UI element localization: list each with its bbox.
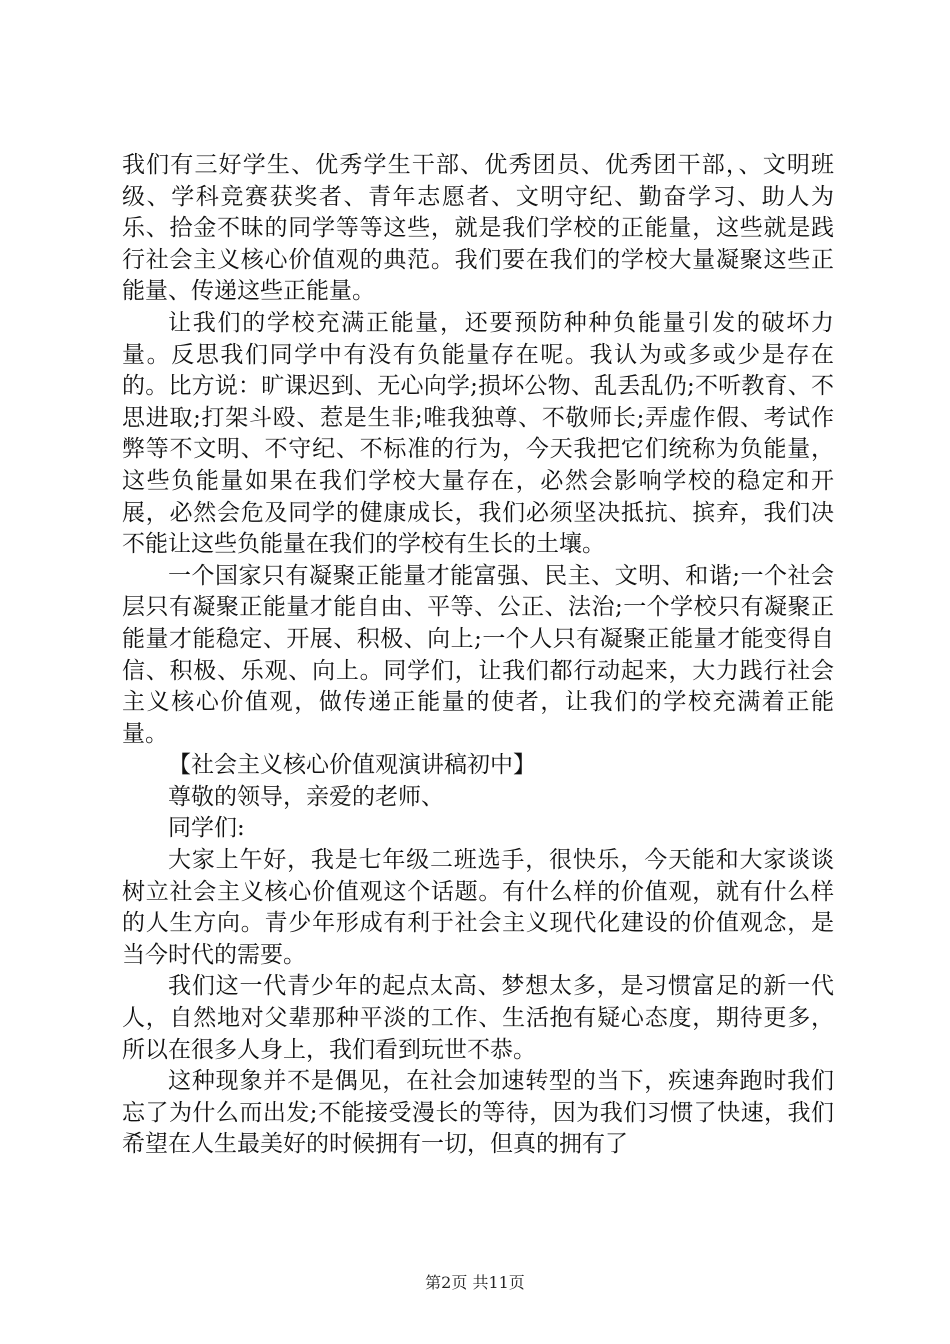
paragraph-4: 大家上午好，我是七年级二班选手，很快乐，今天能和大家谈谈树立社会主义核心价值观这个话题。有什么样的价值观，就有什么样的人生方向。青少年形成有利于社会主义现代化建设的价值观念，是当今时代的需要。 <box>122 847 834 968</box>
salutation-line-2: 同学们: <box>168 815 245 842</box>
paragraph-6: 这种现象并不是偶见，在社会加速转型的当下，疾速奔跑时我们忘了为什么而出发;不能接受漫长的等待，因为我们习惯了快速，我们希望在人生最美好的时候拥有一切，但真的拥有了 <box>122 1068 834 1158</box>
paragraph-5: 我们这一代青少年的起点太高、梦想太多，是习惯富足的新一代人，自然地对父辈那种平淡的工作、生活抱有疑心态度，期待更多，所以在很多人身上，我们看到玩世不恭。 <box>122 973 834 1063</box>
paragraph-2: 让我们的学校充满正能量，还要预防种种负能量引发的破坏力量。反思我们同学中有没有负能量存在呢。我认为或多或少是存在的。比方说：旷课迟到、无心向学;损坏公物、乱丢乱仍;不听教育、不思进取;打架斗殴、惹是生非;唯我独尊、不敬师长;弄虚作假、考试作弊等不文明、不守纪、不标准的行为，今天我把它们统称为负能量，这些负能量如果在我们学校大量存在，必然会影响学校的稳定和开展，必然会危及同学的健康成长，我们必须坚决抵抗、摈弃，我们决不能让这些负能量在我们的学校有生长的土壤。 <box>122 309 834 558</box>
speech-title: 【社会主义核心价值观演讲稿初中】 <box>168 752 536 779</box>
paragraph-3: 一个国家只有凝聚正能量才能富强、民主、文明、和谐;一个社会层只有凝聚正能量才能自由、平等、公正、法治;一个学校只有凝聚正能量才能稳定、开展、积极、向上;一个人只有凝聚正能量才能变得自信、积极、乐观、向上。同学们，让我们都行动起来，大力践行社会主义核心价值观，做传递正能量的使者，让我们的学校充满着正能量。 <box>122 562 834 747</box>
salutation-line-1: 尊敬的领导，亲爱的老师、 <box>168 783 444 810</box>
document-body <box>122 150 834 1161</box>
paragraph-1: 我们有三好学生、优秀学生干部、优秀团员、优秀团干部，、文明班级、学科竞赛获奖者、青年志愿者、文明守纪、勤奋学习、助人为乐、拾金不昧的同学等等这些，就是我们学校的正能量，这些就是践行社会主义核心价值观的典范。我们要在我们的学校大量凝聚这些正能量、传递这些正能量。 <box>122 152 834 305</box>
page-footer: 第2页 共11页 <box>425 1273 525 1292</box>
